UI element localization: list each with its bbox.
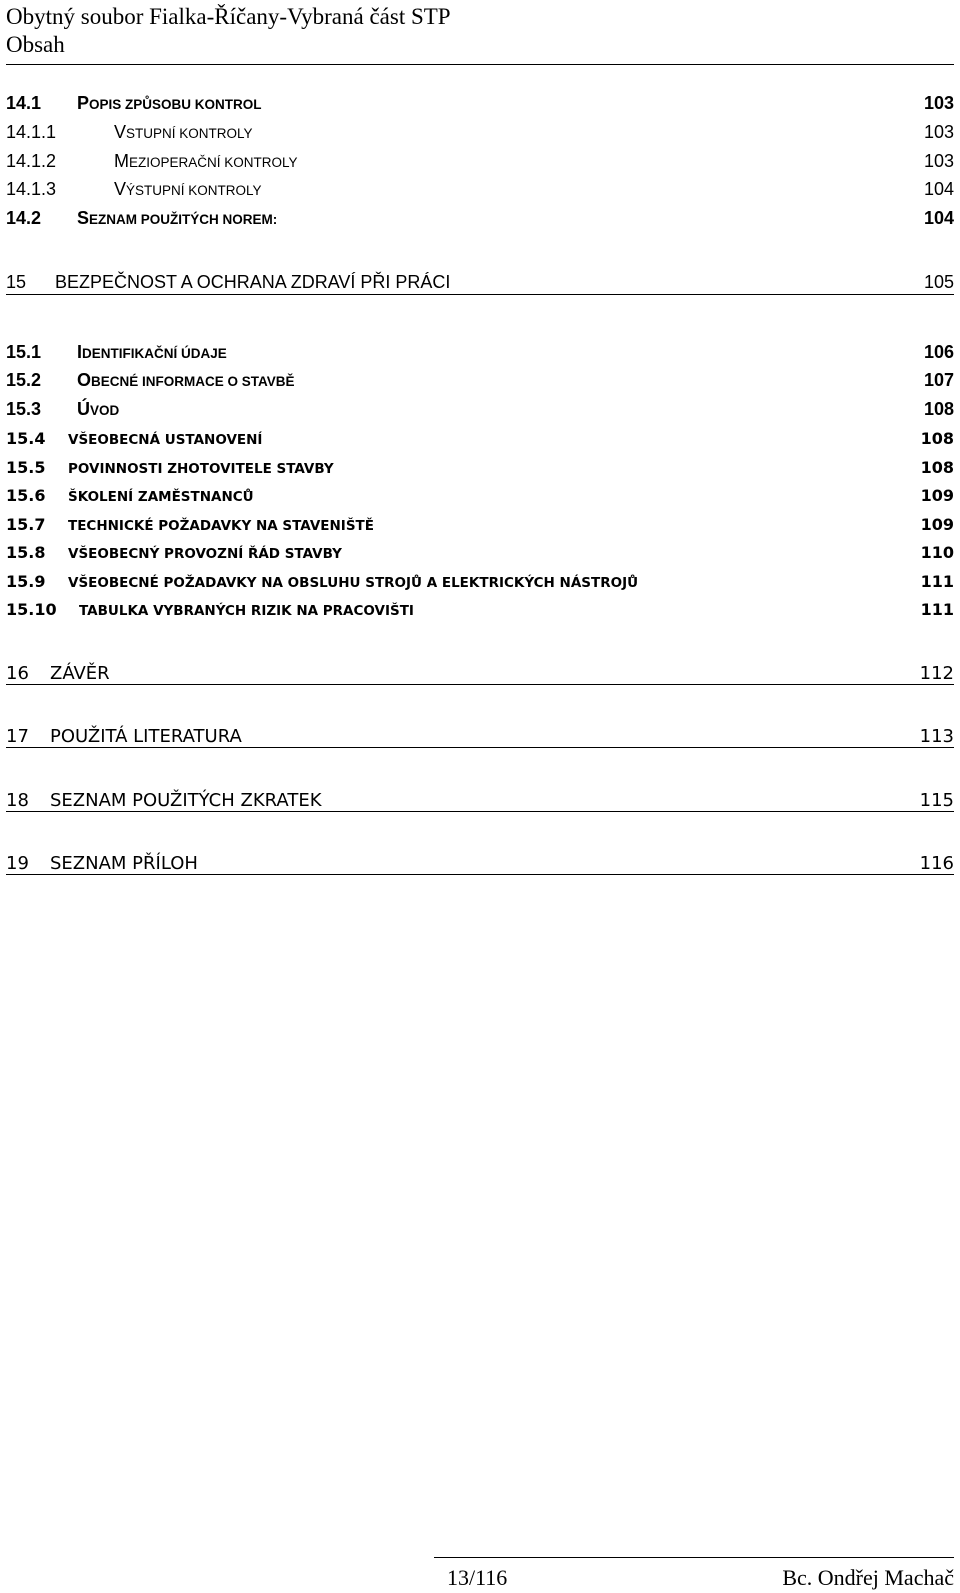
toc-entry-page: 111 <box>920 572 954 591</box>
toc-entry-15-3[interactable] <box>6 396 954 420</box>
toc-entry-page: 107 <box>923 370 954 390</box>
toc-entry-number: 15.10 <box>6 600 57 619</box>
toc-entry-page: 105 <box>923 272 954 292</box>
toc-entry-15-7[interactable] <box>6 510 954 534</box>
toc-entry-number: 15.8 <box>6 543 46 562</box>
toc-entry-number: 15.9 <box>6 572 46 591</box>
toc-entry-number: 15.4 <box>6 429 46 448</box>
chapter-underline <box>6 294 954 295</box>
toc-entry-page: 113 <box>919 726 954 747</box>
toc-entry-title: BEZPEČNOST A OCHRANA ZDRAVÍ PŘI PRÁCI <box>55 272 451 292</box>
toc-entry-number: 15.5 <box>6 458 46 477</box>
toc-entry-title: SEZNAM POUŽITÝCH NOREM: <box>77 208 278 228</box>
toc-entry-number: 15 <box>6 272 27 292</box>
toc-entry-title: IDENTIFIKAČNÍ ÚDAJE <box>77 342 227 362</box>
toc-entry-title: MEZIOPERAČNÍ KONTROLY <box>114 151 298 171</box>
toc-entry-page: 108 <box>920 429 954 448</box>
toc-entry-15-9[interactable] <box>6 567 954 591</box>
toc-entry-page: 110 <box>920 543 954 562</box>
chapter-underline <box>6 684 954 685</box>
toc-entry-15-2[interactable] <box>6 367 954 391</box>
toc-chapter-15[interactable] <box>6 269 954 293</box>
toc-entry-number: 14.1.1 <box>6 122 57 142</box>
toc-entry-page: 103 <box>923 151 954 171</box>
section-name: Obsah <box>6 32 65 57</box>
toc-entry-title: VSTUPNÍ KONTROLY <box>114 122 253 142</box>
toc-entry-15-1[interactable] <box>6 339 954 363</box>
header-divider <box>6 64 954 65</box>
toc-entry-number: 15.2 <box>6 370 42 390</box>
toc-entry-number: 14.2 <box>6 208 42 228</box>
toc-entry-title: ZÁVĚR <box>50 663 110 684</box>
toc-entry-number: 16 <box>6 663 29 684</box>
toc-entry-14-1-2[interactable] <box>6 148 954 172</box>
toc-entry-page: 112 <box>919 663 954 684</box>
toc-entry-number: 17 <box>6 726 29 747</box>
toc-entry-title: TECHNICKÉ POŽADAVKY NA STAVENIŠTĚ <box>68 518 374 534</box>
toc-entry-page: 103 <box>923 93 954 113</box>
toc-entry-number: 19 <box>6 853 29 874</box>
toc-entry-page: 116 <box>919 853 954 874</box>
toc-entry-number: 15.6 <box>6 486 46 505</box>
toc-entry-14-1-1[interactable] <box>6 119 954 143</box>
toc-entry-number: 15.1 <box>6 342 42 362</box>
toc-entry-title: VŠEOBECNÉ POŽADAVKY NA OBSLUHU STROJŮ A ELEKTRICKÝCH NÁSTROJŮ <box>68 575 639 591</box>
toc-entry-page: 104 <box>923 208 954 228</box>
toc-entry-number: 14.1 <box>6 93 42 113</box>
document-header <box>6 3 451 59</box>
toc-entry-14-1[interactable] <box>6 90 954 114</box>
toc-entry-page: 115 <box>919 790 954 811</box>
toc-entry-number: 15.7 <box>6 515 46 534</box>
toc-entry-title: POVINNOSTI ZHOTOVITELE STAVBY <box>68 461 334 477</box>
toc-entry-15-8[interactable] <box>6 538 954 562</box>
toc-entry-page: 108 <box>923 399 954 419</box>
toc-entry-number: 18 <box>6 790 29 811</box>
toc-entry-14-1-3[interactable] <box>6 176 954 200</box>
toc-entry-15-5[interactable] <box>6 453 954 477</box>
toc-entry-15-4[interactable] <box>6 424 954 448</box>
toc-entry-title: OBECNÉ INFORMACE O STAVBĚ <box>77 370 295 390</box>
toc-entry-title: ÚVOD <box>77 399 120 419</box>
toc-entry-title: VŠEOBECNÁ USTANOVENÍ <box>68 432 263 448</box>
toc-entry-title: VÝSTUPNÍ KONTROLY <box>114 179 262 199</box>
toc-entry-title: POPIS ZPŮSOBU KONTROL <box>77 93 262 113</box>
toc-entry-page: 103 <box>923 122 954 142</box>
toc-entry-15-6[interactable] <box>6 481 954 505</box>
toc-entry-title: SEZNAM POUŽITÝCH ZKRATEK <box>50 790 322 811</box>
toc-chapter-18[interactable] <box>6 787 954 811</box>
toc-chapter-17[interactable] <box>6 723 954 747</box>
toc-entry-page: 106 <box>923 342 954 362</box>
toc-entry-page: 108 <box>920 458 954 477</box>
toc-entry-title: POUŽITÁ LITERATURA <box>50 726 242 747</box>
toc-entry-page: 109 <box>920 515 954 534</box>
toc-entry-number: 14.1.2 <box>6 151 57 171</box>
page-number: 13/116 <box>447 1565 508 1590</box>
toc-entry-page: 104 <box>923 179 954 199</box>
toc-entry-15-10[interactable] <box>6 595 954 619</box>
toc-entry-title: VŠEOBECNÝ PROVOZNÍ ŘÁD STAVBY <box>68 546 342 562</box>
chapter-underline <box>6 747 954 748</box>
document-title: Obytný soubor Fialka-Říčany-Vybraná část STP <box>6 4 451 29</box>
toc-chapter-19[interactable] <box>6 850 954 874</box>
toc-entry-number: 15.3 <box>6 399 42 419</box>
author-name: Bc. Ondřej Machač <box>782 1565 954 1590</box>
toc-entry-title: SEZNAM PŘÍLOH <box>50 853 198 874</box>
footer-divider <box>434 1557 954 1558</box>
toc-entry-title: TABULKA VYBRANÝCH RIZIK NA PRACOVIŠTI <box>79 603 414 619</box>
toc-entry-page: 109 <box>920 486 954 505</box>
chapter-underline <box>6 874 954 875</box>
toc-entry-number: 14.1.3 <box>6 179 57 199</box>
toc-entry-page: 111 <box>920 600 954 619</box>
chapter-underline <box>6 811 954 812</box>
toc-chapter-16[interactable] <box>6 660 954 684</box>
toc-entry-title: ŠKOLENÍ ZAMĚSTNANCŮ <box>68 489 254 505</box>
toc-entry-14-2[interactable] <box>6 205 954 229</box>
